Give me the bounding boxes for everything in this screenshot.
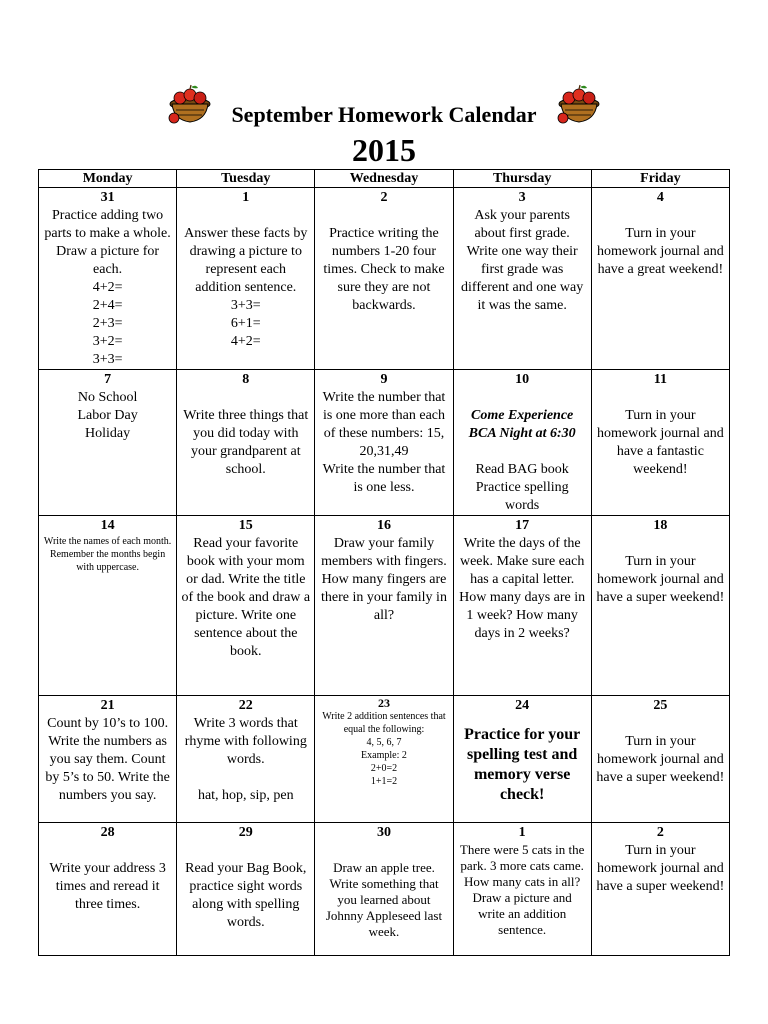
homework-text: 1+1=2	[370, 776, 398, 787]
day-number: 23	[377, 696, 390, 710]
day-cell	[39, 188, 177, 370]
week-row	[39, 370, 730, 516]
day-number: 11	[653, 372, 667, 387]
weekday-header: Friday	[591, 170, 729, 188]
homework-text: 4, 5, 6, 7	[366, 737, 402, 748]
homework-text: There were 5 cats in the park. 3 more cats came. How many cats in all? Draw a picture and write an addition sentence.	[459, 842, 585, 937]
day-cell	[453, 188, 591, 370]
homework-text: Write the days of the week. Make sure each has a capital letter. How many days are in 1 week? How many days in 2 weeks?	[459, 536, 586, 641]
day-cell	[315, 696, 453, 823]
homework-text: Write your address 3 times and reread it three times.	[49, 861, 166, 912]
day-number: 15	[238, 518, 253, 533]
day-cell	[39, 696, 177, 823]
homework-text: 3+3=	[92, 352, 123, 367]
day-number: 29	[238, 825, 253, 840]
day-number: 28	[100, 825, 115, 840]
homework-text: Write 2 addition sentences that equal the following:	[322, 711, 446, 735]
day-number: 18	[653, 518, 668, 533]
homework-calendar-table	[38, 169, 730, 956]
day-cell	[453, 516, 591, 696]
day-cell	[453, 823, 591, 956]
homework-text: 4+2=	[92, 280, 123, 295]
day-cell	[591, 516, 729, 696]
day-number: 7	[104, 372, 112, 387]
day-cell	[177, 370, 315, 516]
day-number: 1	[242, 190, 250, 205]
day-cell	[591, 188, 729, 370]
homework-text: Write the number that is one more than each of these numbers: 15, 20,31,49	[322, 390, 446, 459]
homework-text: Write the number that is one less.	[322, 462, 446, 495]
weekday-header-row	[39, 170, 730, 188]
homework-text: Practice adding two parts to make a whole. Draw a picture for each.	[44, 208, 171, 277]
homework-text: Answer these facts by drawing a picture to represent each addition sentence.	[184, 226, 308, 295]
day-cell	[591, 696, 729, 823]
homework-text: Practice for your spelling test and memory verse check!	[464, 726, 581, 803]
weekday-header: Tuesday	[177, 170, 315, 188]
day-cell	[315, 516, 453, 696]
day-number: 4	[656, 190, 664, 205]
event-announcement: Come Experience BCA Night at 6:30	[468, 408, 576, 441]
day-cell	[39, 370, 177, 516]
homework-text: 4+2=	[230, 334, 261, 349]
homework-text: 3+3=	[230, 298, 261, 313]
day-cell	[453, 370, 591, 516]
homework-text: Read BAG book	[475, 462, 569, 477]
homework-text: Ask your parents about first grade. Write one way their first grade was different and one way it was the same.	[461, 208, 584, 313]
homework-text: Example: 2	[361, 750, 407, 761]
week-row	[39, 516, 730, 696]
homework-text: Turn in your homework journal and have a fantastic weekend!	[597, 408, 724, 477]
day-number: 2	[656, 825, 664, 840]
day-number: 1	[518, 825, 526, 840]
weekday-header: Thursday	[453, 170, 591, 188]
day-cell	[591, 823, 729, 956]
day-number: 8	[242, 372, 250, 387]
homework-text: No School	[77, 390, 138, 405]
homework-text: 2+3=	[92, 316, 123, 331]
day-cell	[315, 370, 453, 516]
week-row	[39, 823, 730, 956]
day-cell	[177, 696, 315, 823]
weekday-header: Monday	[39, 170, 177, 188]
homework-text: 6+1=	[230, 316, 261, 331]
homework-text: hat, hop, sip, pen	[197, 788, 294, 803]
homework-text: 2+0=2	[370, 763, 398, 774]
day-cell	[591, 370, 729, 516]
homework-text: 2+4=	[92, 298, 123, 313]
homework-text: Practice writing the numbers 1-20 four times. Check to make sure they are not backwards.	[323, 226, 445, 313]
homework-text: Turn in your homework journal and have a super weekend!	[596, 554, 725, 605]
day-number: 14	[100, 518, 115, 533]
day-cell	[177, 823, 315, 956]
day-cell	[177, 516, 315, 696]
homework-text: Holiday	[85, 426, 131, 441]
day-number: 21	[100, 698, 115, 713]
week-row	[39, 188, 730, 370]
homework-text: Read your Bag Book, practice sight words along with spelling words.	[185, 861, 307, 930]
homework-text: Read your favorite book with your mom or dad. Write the title of the book and draw a picture. Write one sentence about the book.	[181, 536, 311, 659]
day-number: 22	[238, 698, 253, 713]
day-cell	[453, 696, 591, 823]
homework-text: Practice spelling words	[475, 480, 569, 513]
homework-text: Write 3 words that rhyme with following words.	[184, 716, 307, 767]
homework-text: Count by 10’s to 100. Write the numbers as you say them. Count by 5’s to 50. Write the numbers you say.	[45, 716, 170, 803]
day-number: 24	[515, 698, 530, 713]
weekday-header: Wednesday	[315, 170, 453, 188]
homework-text: Draw an apple tree. Write something that you learned about Johnny Appleseed last week.	[325, 860, 443, 939]
day-cell	[177, 188, 315, 370]
calendar-year: 2015	[352, 132, 416, 168]
calendar-header	[0, 84, 768, 170]
day-number: 3	[518, 190, 526, 205]
day-number: 17	[515, 518, 530, 533]
day-number: 16	[376, 518, 391, 533]
calendar-title: September Homework Calendar	[231, 102, 537, 127]
day-cell	[315, 188, 453, 370]
day-number: 25	[653, 698, 668, 713]
week-row	[39, 696, 730, 823]
day-number: 9	[380, 372, 388, 387]
homework-text: Turn in your homework journal and have a super weekend!	[596, 843, 725, 894]
day-cell	[39, 823, 177, 956]
homework-text: Turn in your homework journal and have a great weekend!	[597, 226, 724, 277]
day-cell	[39, 516, 177, 696]
homework-text: 3+2=	[92, 334, 123, 349]
homework-text: Turn in your homework journal and have a super weekend!	[596, 734, 725, 785]
homework-text: Labor Day	[77, 408, 138, 423]
homework-text: Write three things that you did today with your grandparent at school.	[183, 408, 309, 477]
day-number: 30	[376, 825, 391, 840]
homework-text: Draw your family members with fingers. How many fingers are there in your family in all?	[320, 536, 447, 623]
day-number: 31	[100, 190, 115, 205]
day-cell	[315, 823, 453, 956]
day-number: 2	[380, 190, 388, 205]
homework-text: Write the names of each month. Remember the months begin with uppercase.	[43, 536, 172, 573]
day-number: 10	[515, 372, 530, 387]
